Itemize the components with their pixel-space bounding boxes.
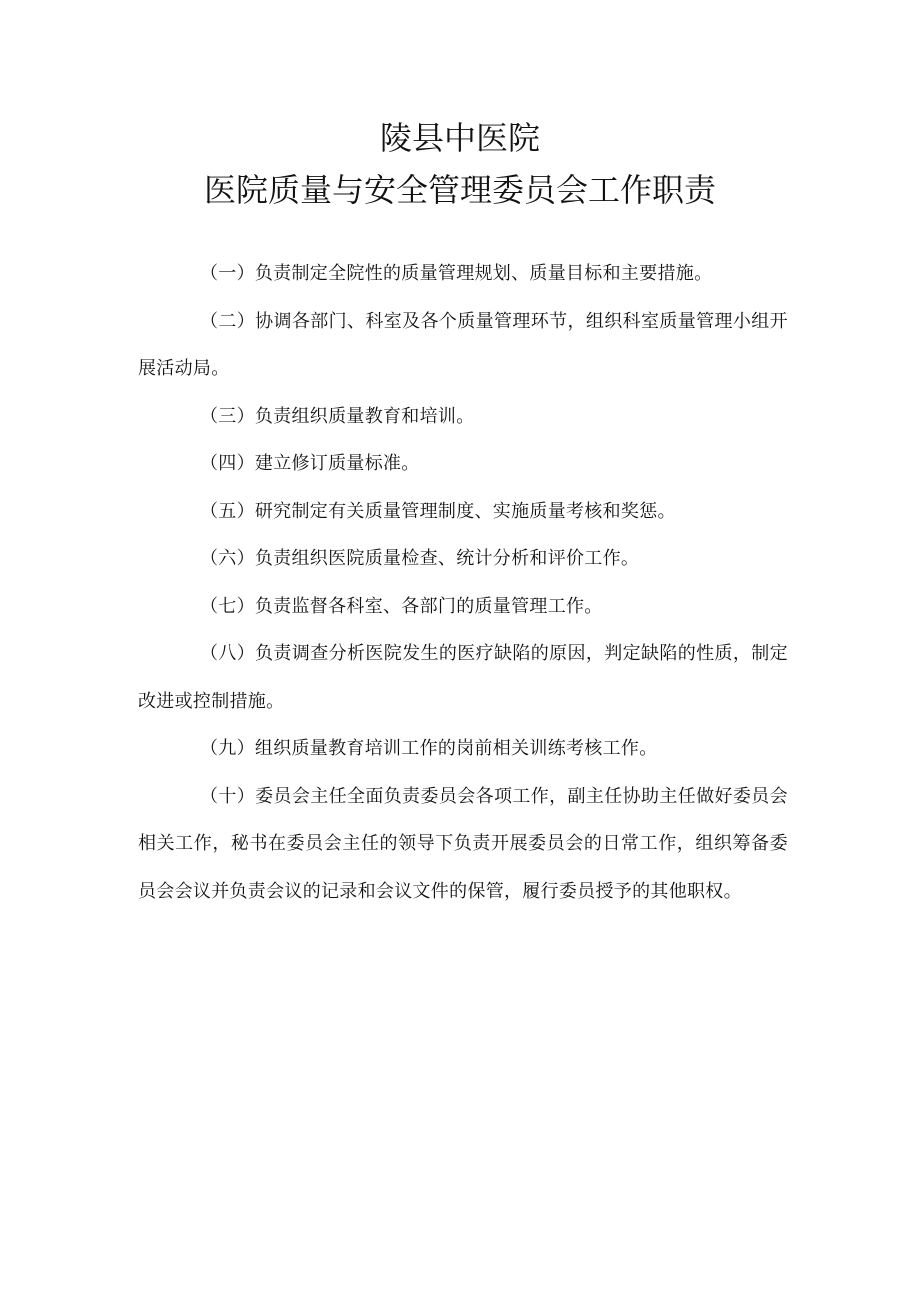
paragraph-8: （八）负责调查分析医院发生的医疗缺陷的原因，判定缺陷的性质，制定改进或控制措施。 [138,643,788,712]
paragraph-3: （三）负责组织质量教育和培训。 [200,405,475,427]
hospital-name: 陵县中医院 [379,119,540,157]
paragraph-5: （五）研究制定有关质量管理制度、实施质量考核和奖惩。 [200,500,676,522]
document-body [138,250,788,915]
paragraph-7: （七）负责监督各科室、各部门的质量管理工作。 [200,595,603,617]
paragraph-9: （九）组织质量教育培训工作的岗前相关训练考核工作。 [200,738,658,759]
document-heading: 医院质量与安全管理委员会工作职责 [203,171,716,209]
paragraph-2: （二）协调各部门、科室及各个质量管理环节，组织科室质量管理小组开展活动局。 [138,310,788,379]
paragraph-6: （六）负责组织医院质量检查、统计分析和评价工作。 [200,548,640,569]
paragraph-4: （四）建立修订质量标准。 [200,453,420,474]
document-title [0,112,920,216]
paragraph-1: （一）负责制定全院性的质量管理规划、质量目标和主要措施。 [200,263,713,284]
paragraph-10: （十）委员会主任全面负责委员会各项工作，副主任协助主任做好委员会相关工作，秘书在委员会主任的领导下负责开展委员会的日常工作，组织筹备委员会会议并负责会议的记录和会议文件的保管，履行委员授予的其他职权。 [138,785,788,902]
